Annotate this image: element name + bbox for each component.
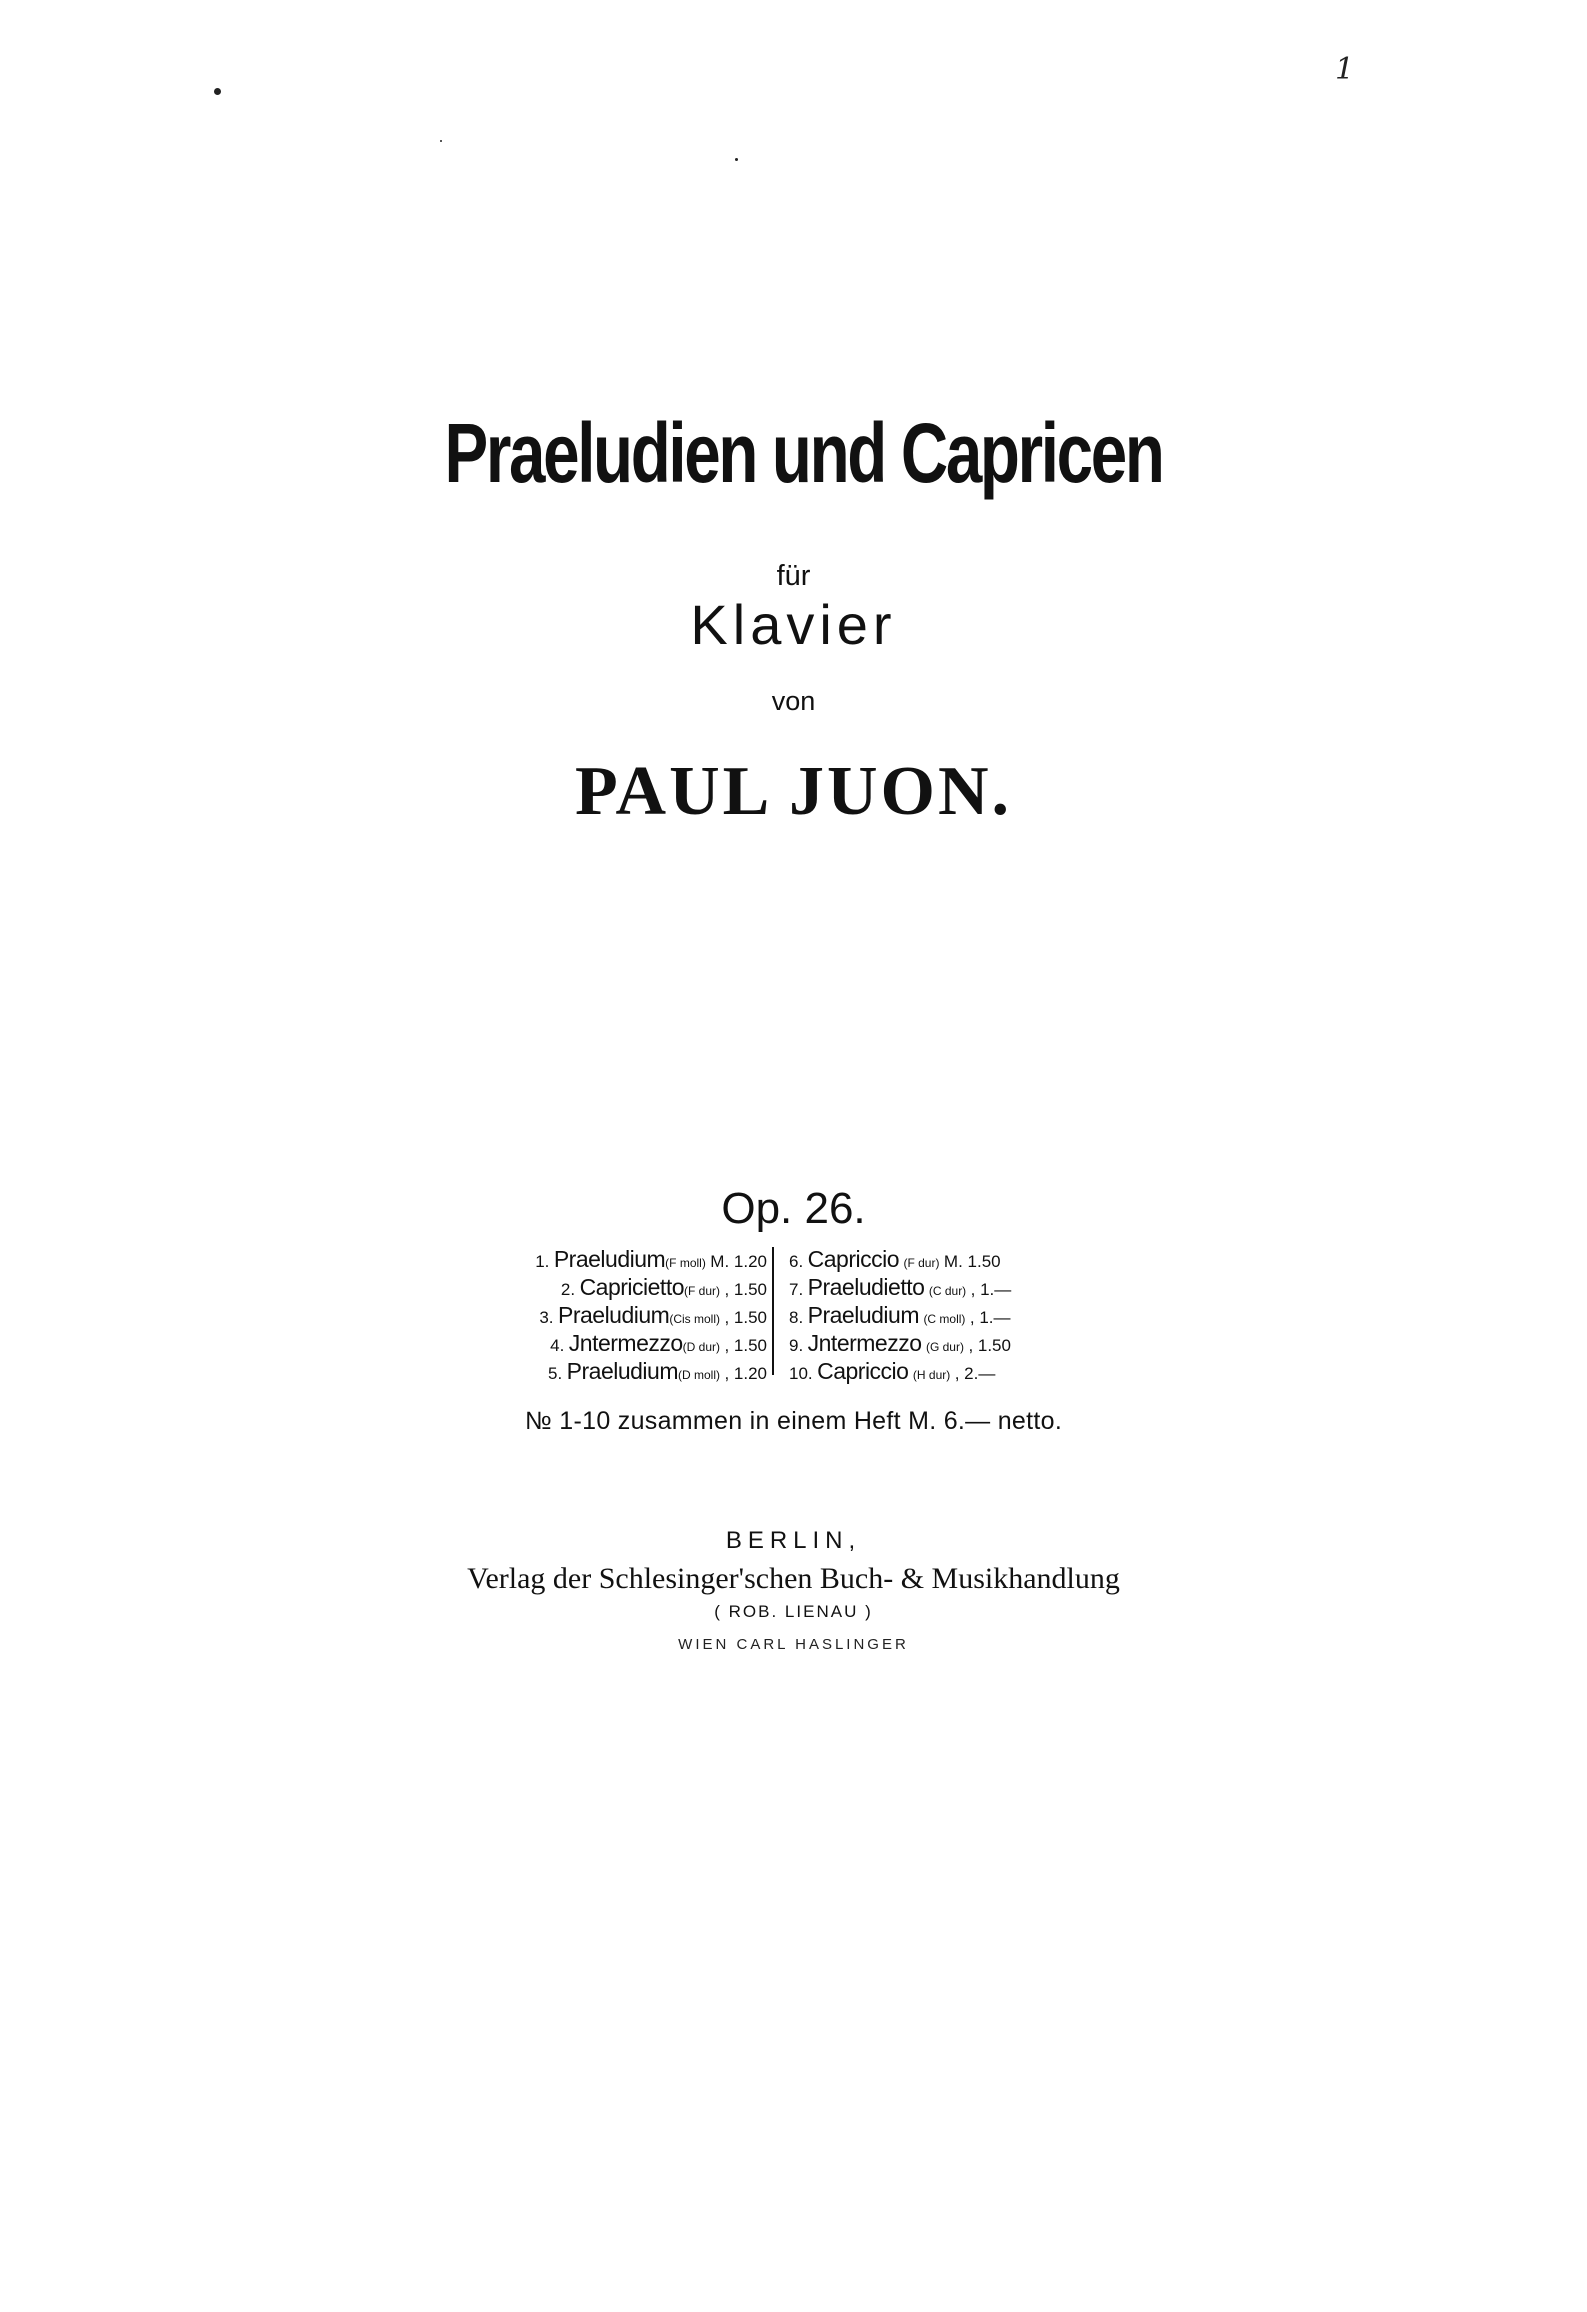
work-item: 4. Jntermezzo(D dur) , 1.50: [550, 1330, 767, 1356]
work-item: 10. Capriccio (H dur) , 2.—: [789, 1358, 996, 1384]
instrument-label: Klavier: [690, 593, 897, 656]
work-item: 7. Praeludietto (C dur) , 1.—: [789, 1274, 1012, 1300]
work-title: Praeludien und Capricen: [444, 406, 1163, 500]
work-item: 9. Jntermezzo (G dur) , 1.50: [789, 1330, 1011, 1356]
works-column-right: [789, 1245, 1011, 1385]
ink-speck: [735, 158, 738, 161]
by-label: von: [771, 686, 816, 716]
publisher-name: Verlag der Schlesinger'schen Buch- & Musikhandlung: [467, 1562, 1120, 1595]
for-label: für: [776, 560, 811, 592]
column-divider: [772, 1247, 774, 1375]
publisher-owner: ( ROB. LIENAU ): [714, 1602, 873, 1621]
work-item: 1. Praeludium(F moll) M. 1.20: [535, 1246, 767, 1272]
page-number-mark: 1: [1335, 52, 1355, 87]
work-item: 5. Praeludium(D moll) , 1.20: [548, 1358, 767, 1384]
works-column-left: [535, 1245, 767, 1385]
complete-edition-note: № 1-10 zusammen in einem Heft M. 6.— netto.: [524, 1407, 1063, 1435]
work-item: 2. Capricietto(F dur) , 1.50: [560, 1274, 767, 1300]
ink-speck: [440, 140, 442, 142]
work-item: 6. Capriccio (F dur) M. 1.50: [789, 1246, 1001, 1272]
vienna-agent: WIEN CARL HASLINGER: [678, 1636, 909, 1653]
publisher-city: BERLIN,: [725, 1527, 862, 1554]
work-item: 3. Praeludium(Cis moll) , 1.50: [539, 1302, 767, 1328]
work-item: 8. Praeludium (C moll) , 1.—: [789, 1302, 1011, 1328]
ink-speck: [214, 88, 221, 95]
opus-number: Op. 26.: [721, 1184, 866, 1233]
works-list: [0, 1245, 1587, 1385]
composer-name: PAUL JUON.: [574, 753, 1013, 830]
